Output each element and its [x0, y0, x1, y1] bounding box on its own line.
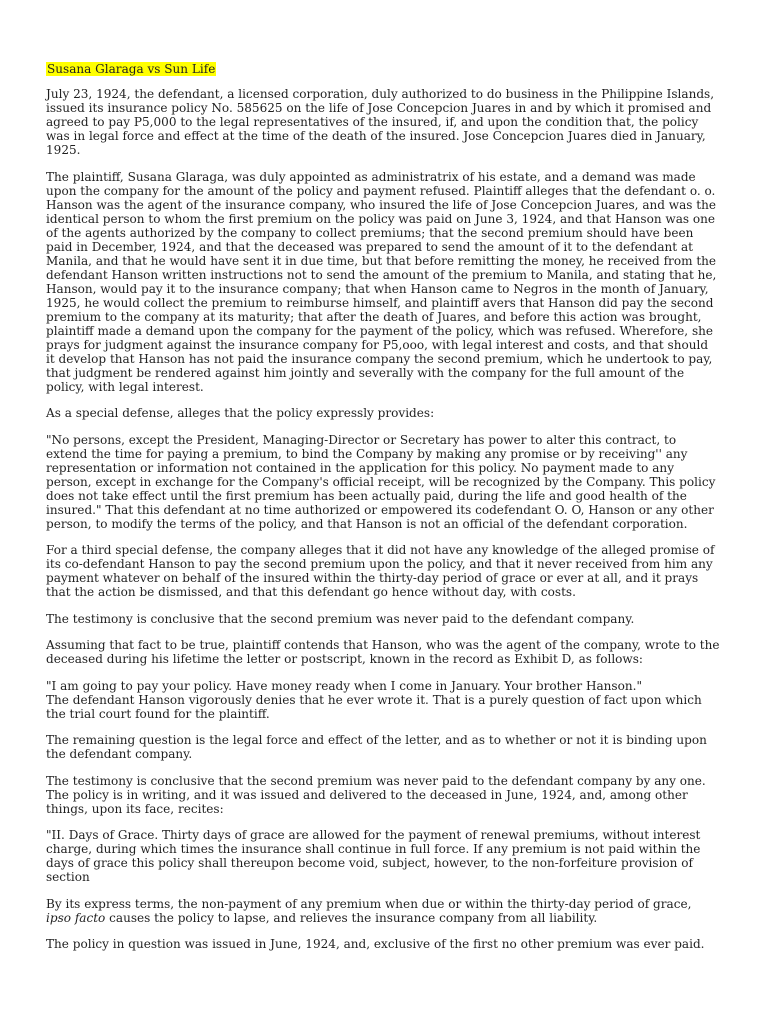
- ipso-facto-italic: ipso facto: [46, 910, 106, 925]
- paragraph-special-defense: As a special defense, alleges that the policy expressly provides:: [46, 406, 435, 420]
- paragraph-facts: July 23, 1924, the defendant, a licensed corporation, duly authorized to do business in the Philippine Islands, issued its insurance policy No. 585625 on the life of Jose Concepcion Juares in and by which it promised and agreed to pay P5,000 to the legal representatives of the insured, if, and upon the condition that, the policy was in legal force and effect at the time of the death of the insured. Jose Concepcion Juares died in January, 1925.: [46, 87, 715, 157]
- express-terms-text-end: causes the policy to lapse, and relieves the insurance company from all liability.: [105, 910, 598, 925]
- paragraph-days-of-grace: "II. Days of Grace. Thirty days of grace are allowed for the payment of renewal premiums, without interest charge, during which times the insurance shall continue in full force. If any premium is not paid within the days of grace this policy shall thereupon become void, subject, however, to the non-forfeiture provision of section: [46, 828, 701, 884]
- paragraph-hanson-denial: The defendant Hanson vigorously denies that he ever wrote it. That is a purely question of fact upon which the trial court found for the plaintiff.: [46, 692, 702, 721]
- paragraph-testimony: The testimony is conclusive that the second premium was never paid to the defendant company.: [46, 611, 635, 626]
- highlighted-title: Susana Glaraga vs Sun Life: [47, 62, 216, 76]
- paragraph-letter-quote: "I am going to pay your policy. Have money ready when I come in January. Your brother Hanson.": [46, 678, 642, 693]
- paragraph-plaintiff-allegations: The plaintiff, Susana Glaraga, was duly appointed as administratrix of his estate, and a demand was made upon the company for the amount of the policy and payment refused. Plaintiff alleges that the defendant o. o. Hanson was the agent of the insurance company, who insured the life of Jose Concepcion Juares, and was the identical person to whom the first premium on the policy was paid on June 3, 1924, and that Hanson was one of the agents authorized by the company to collect premiums; that the second premium should have been paid in December, 1924, and that the deceased was prepared to send the amount of it to the defendant at Manila, and that he would have sent it in due time, but that before remitting the money, he received from the defendant Hanson written instructions not to send the amount of the premium to Manila, and stating that he, Hanson, would pay it to the insurance company; that when Hanson came to Negros in the month of January, 1925, he would collect the premium to reimburse himself, and plaintiff avers that Hanson did pay the second premium to the company at its maturity; that after the death of Juares, and before this action was brought, plaintiff made a demand upon the company for the payment of the policy, which was refused. Wherefore, she prays for judgment against the insurance company for P5,ooo, with legal interest and costs, and that should it develop that Hanson has not paid the insurance company the second premium, which he undertook to pay, that judgment be rendered against him jointly and severally with the company for the full amount of the policy, with legal interest.: [46, 169, 717, 394]
- document-title: [46, 62, 720, 76]
- paragraph-policy-written: The testimony is conclusive that the second premium was never paid to the defendant company by any one. The policy is in writing, and it was issued and delivered to the deceased in June, 1924, and, among other things, upon its face, recites:: [46, 773, 706, 816]
- paragraph-policy-provision: "No persons, except the President, Managing-Director or Secretary has power to alter this contract, to extend the time for paying a premium, to bind the Company by making any promise or by receiving'' any representation or information not contained in the application for this policy. No payment made to any person, except in exchange for the Company's official receipt, will be recognized by the Company. This policy does not take effect until the first premium has been actually paid, during the life and good health of the insured." That this defendant at no time authorized or empowered its codefendant O. O, Hanson or any other person, to modify the terms of the policy, and that Hanson is not an official of the defendant corporation.: [46, 432, 716, 531]
- paragraph-plaintiff-contention: Assuming that fact to be true, plaintiff contends that Hanson, who was the agent of the company, wrote to the deceased during his lifetime the letter or postscript, known in the record as Exhibit D, as follows:: [46, 638, 720, 666]
- express-terms-text: By its express terms, the non-payment of any premium when due or within the thirty-day period of grace,: [46, 896, 692, 911]
- paragraph-policy-issued: The policy in question was issued in June, 1924, and, exclusive of the first no other premium was ever paid.: [46, 937, 705, 951]
- paragraph-third-defense: For a third special defense, the company alleges that it did not have any knowledge of the alleged promise of its co-defendant Hanson to pay the second premium upon the policy, and that it never received from him any payment whatever on behalf of the insured within the thirty-day period of grace or ever at all, and it prays that the action be dismissed, and that this defendant go hence without day, with costs.: [46, 543, 715, 599]
- paragraph-remaining-question: The remaining question is the legal force and effect of the letter, and as to whether or not it is binding upon the defendant company.: [46, 733, 707, 761]
- paragraph-express-terms: [46, 897, 720, 925]
